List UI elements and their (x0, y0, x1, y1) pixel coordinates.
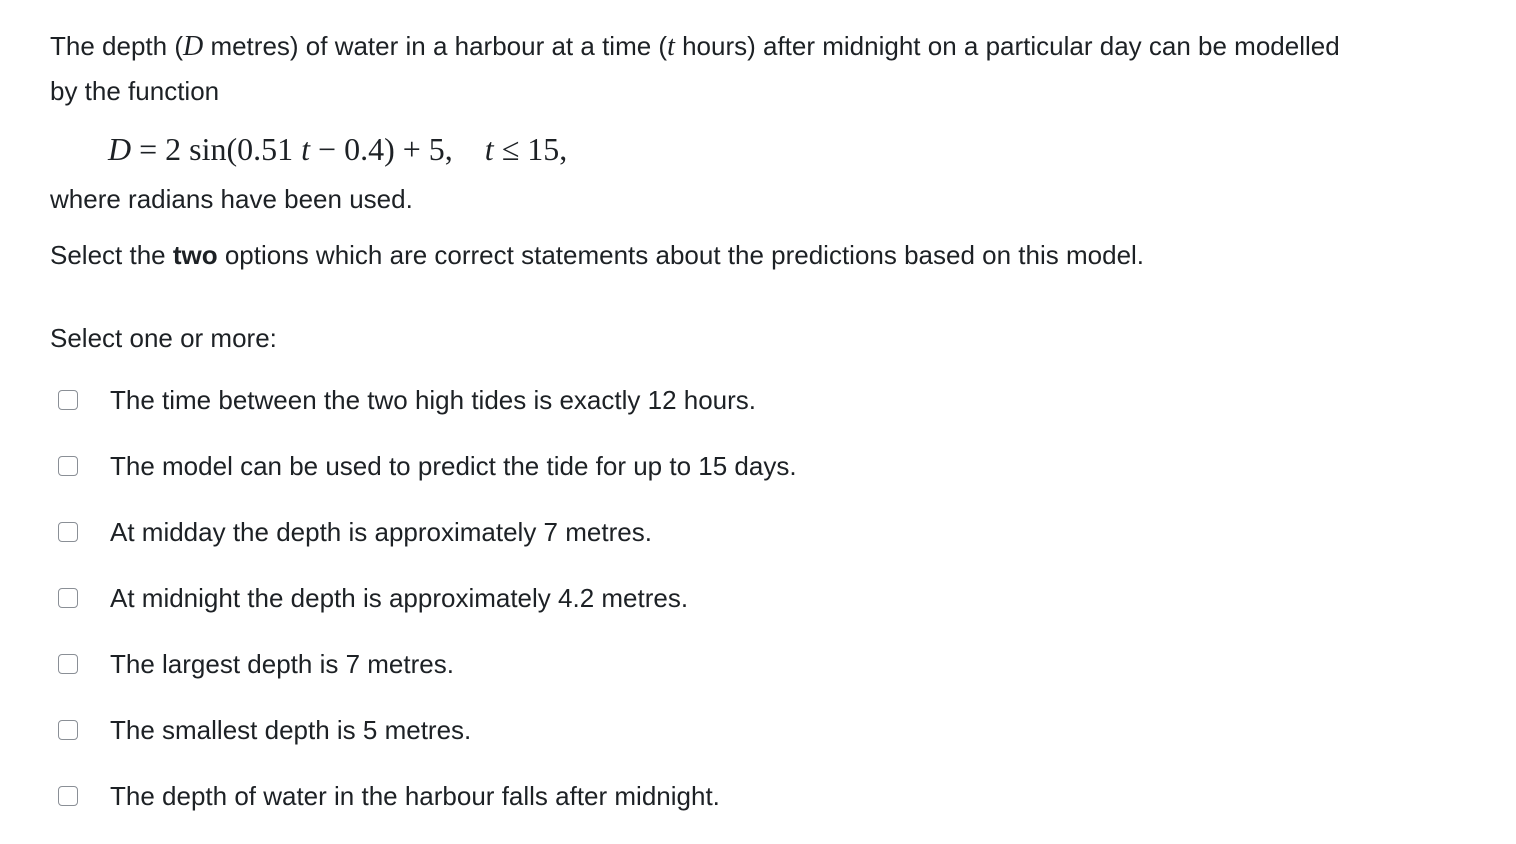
option-item[interactable] (58, 631, 797, 697)
question-text (50, 24, 1350, 277)
instruction (50, 233, 1350, 277)
option-item[interactable] (58, 499, 797, 565)
option-item[interactable] (58, 367, 797, 433)
option-checkbox[interactable] (58, 588, 78, 608)
option-item[interactable] (58, 697, 797, 763)
equation-domain-var: t (484, 131, 494, 167)
variable-d: D (182, 31, 204, 62)
equation-rhs-rest: − 0.4) + 5, (310, 131, 453, 167)
option-checkbox[interactable] (58, 456, 78, 476)
option-label[interactable]: At midnight the depth is approximately 4.2 metres. (110, 583, 689, 613)
intro-part-1: The depth ( (50, 31, 183, 61)
instruction-bold: two (172, 240, 218, 270)
intro-part-2: metres) of water in a harbour at a time ( (203, 31, 668, 61)
instruction-before: Select the (50, 240, 173, 270)
select-prompt: Select one or more: (50, 323, 277, 353)
model-equation (108, 121, 1350, 177)
answer-options (58, 367, 797, 829)
option-label[interactable]: The model can be used to predict the tide for up to 15 days. (110, 451, 797, 481)
option-label[interactable]: The largest depth is 7 metres. (110, 649, 454, 679)
option-label[interactable]: The time between the two high tides is exactly 12 hours. (110, 385, 757, 415)
option-checkbox[interactable] (58, 522, 78, 542)
radians-note: where radians have been used. (50, 184, 413, 214)
option-label[interactable]: The depth of water in the harbour falls after midnight. (110, 781, 720, 811)
option-checkbox[interactable] (58, 786, 78, 806)
option-item[interactable] (58, 565, 797, 631)
option-item[interactable] (58, 433, 797, 499)
option-checkbox[interactable] (58, 654, 78, 674)
equation-domain: ≤ 15, (493, 131, 568, 167)
option-label[interactable]: At midday the depth is approximately 7 metres. (110, 517, 652, 547)
equation-rhs: = 2 sin(0.51 (131, 131, 302, 167)
variable-t: t (667, 31, 675, 62)
intro-part-3: hours) after midnight on a particular day can be modelled by the function (50, 31, 1340, 106)
equation-lhs: D (108, 131, 132, 167)
instruction-after: options which are correct statements about the predictions based on this model. (217, 240, 1145, 270)
option-checkbox[interactable] (58, 720, 78, 740)
option-item[interactable] (58, 763, 797, 829)
option-label[interactable]: The smallest depth is 5 metres. (110, 715, 472, 745)
question-intro (50, 24, 1350, 113)
option-checkbox[interactable] (58, 390, 78, 410)
equation-var-t: t (301, 131, 311, 167)
